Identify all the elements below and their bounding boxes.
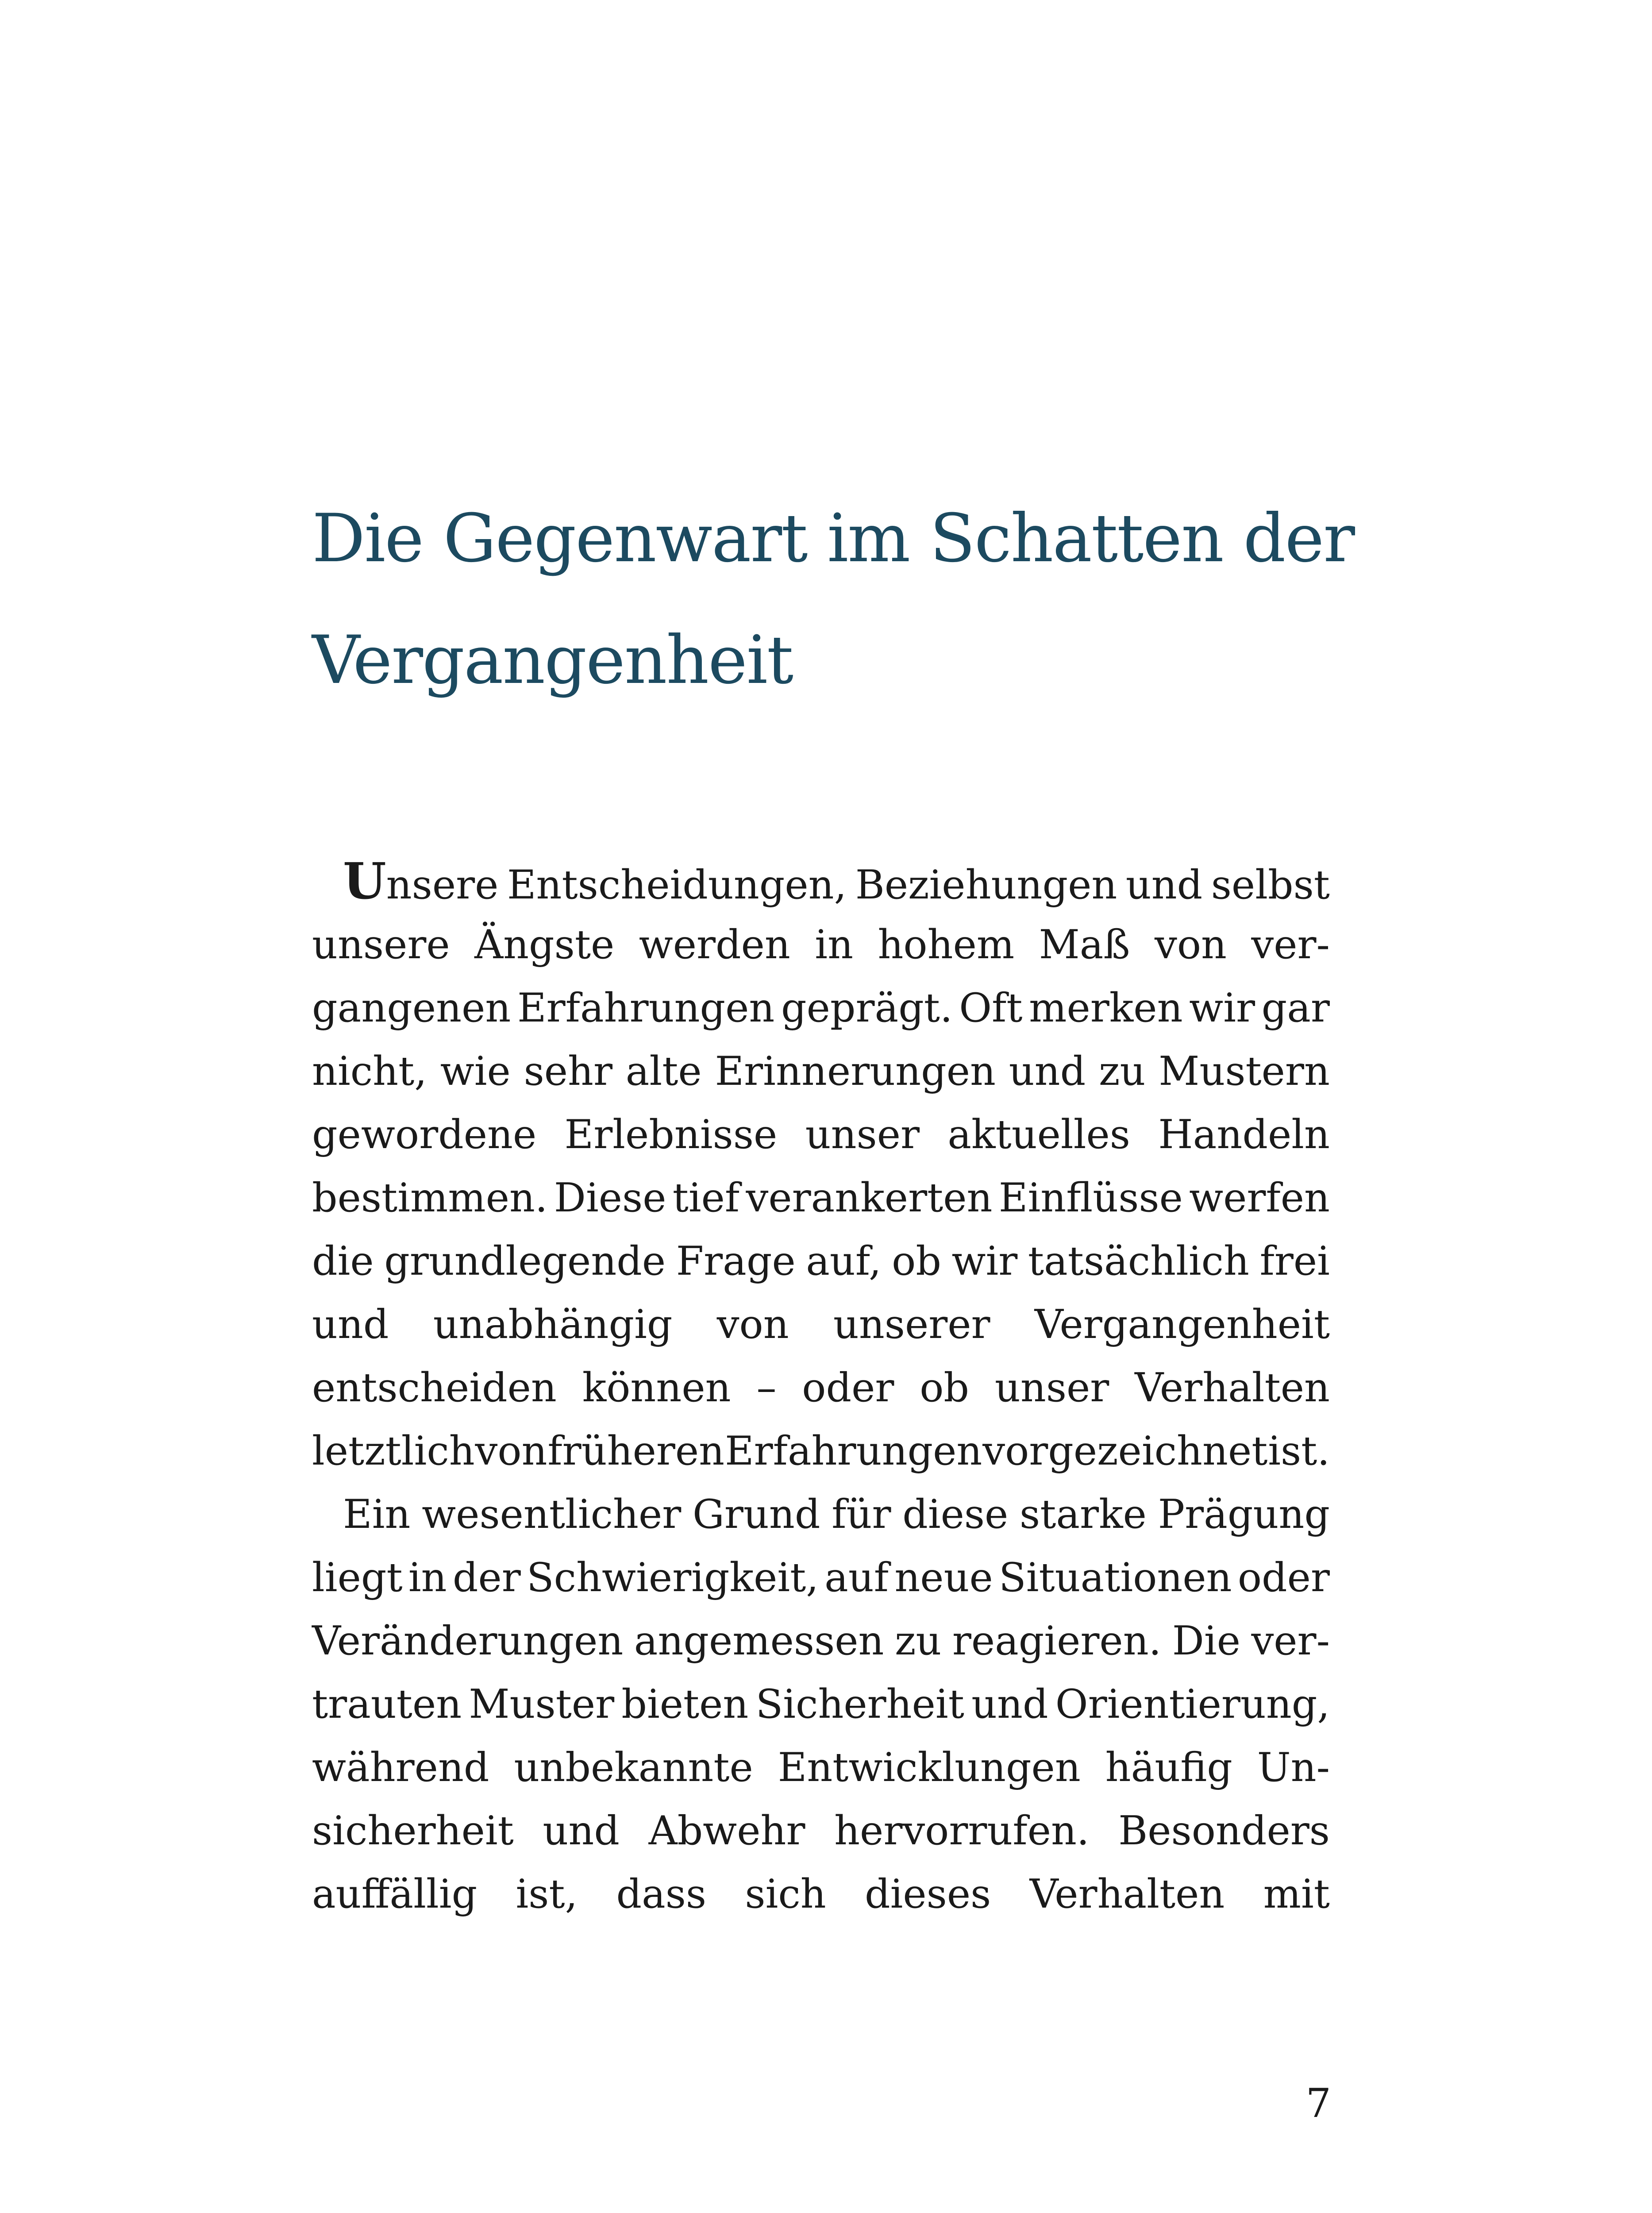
paragraph — [312, 850, 1330, 1483]
text-line — [312, 1166, 1330, 1230]
word: Vergangenheit — [1034, 1301, 1330, 1348]
word: Ein — [343, 1491, 411, 1538]
word: hohem — [878, 921, 1015, 968]
word: gar — [1261, 985, 1330, 1031]
word: ver- — [1251, 1618, 1330, 1664]
word: der — [452, 1554, 521, 1601]
word: für — [832, 1491, 891, 1538]
word: liegt — [312, 1554, 403, 1601]
word: – — [756, 1365, 777, 1411]
drop-initial: U — [343, 852, 386, 910]
word: Situationen — [999, 1554, 1232, 1601]
text-line — [312, 1293, 1330, 1356]
word: ver- — [1251, 921, 1330, 968]
word: vorgezeichnet — [982, 1428, 1268, 1474]
text-line — [312, 1230, 1330, 1293]
word: werden — [639, 921, 790, 968]
word: früheren — [547, 1428, 725, 1474]
word: Oft — [959, 985, 1023, 1031]
word: zu — [1099, 1048, 1146, 1095]
word: Entwicklungen — [778, 1744, 1081, 1791]
word: wesentlicher — [422, 1491, 682, 1538]
chapter-title-line: Die Gegenwart im Schatten der — [312, 500, 1354, 577]
word: können — [582, 1365, 731, 1411]
word: entscheiden — [312, 1365, 557, 1411]
word: diese — [902, 1491, 1009, 1538]
word: sich — [745, 1871, 826, 1917]
word: bieten — [621, 1681, 749, 1727]
word: und — [971, 1681, 1048, 1727]
word: wie — [440, 1048, 511, 1095]
word: gangenen — [312, 985, 511, 1031]
text-line — [312, 1609, 1330, 1673]
word: sehr — [524, 1048, 612, 1095]
word: und — [1125, 862, 1203, 908]
text-line — [312, 976, 1330, 1040]
word: ob — [920, 1365, 970, 1411]
word: Mustern — [1159, 1048, 1330, 1095]
word: Schwierigkeit, — [527, 1554, 819, 1601]
word: tatsächlich — [1028, 1238, 1250, 1284]
word: unsere — [312, 921, 450, 968]
word: letztlich — [312, 1428, 475, 1474]
word: Verhalten — [1135, 1365, 1330, 1411]
body-text — [312, 850, 1330, 1926]
word: starke — [1020, 1491, 1147, 1538]
word: sicherheit — [312, 1808, 514, 1854]
word: mit — [1263, 1871, 1330, 1917]
word: dass — [616, 1871, 707, 1917]
word: oder — [802, 1365, 894, 1411]
word: und — [312, 1301, 389, 1348]
word: tief — [672, 1175, 740, 1221]
word: Erinnerungen — [715, 1048, 996, 1095]
word: Grund — [693, 1491, 820, 1538]
word: Entscheidungen, — [507, 862, 847, 908]
word: in — [815, 921, 854, 968]
word: unserer — [833, 1301, 990, 1348]
word: Muster — [469, 1681, 615, 1727]
word: Diese — [554, 1175, 666, 1221]
page-number: 7 — [1305, 2080, 1331, 2127]
word: grundlegende — [384, 1238, 666, 1284]
word: Besonders — [1118, 1808, 1330, 1854]
word: Die — [1172, 1618, 1240, 1664]
text-line — [312, 1673, 1330, 1736]
word: ob — [892, 1238, 941, 1284]
paragraph — [312, 1483, 1330, 1926]
word: Un- — [1257, 1744, 1330, 1791]
word: auf, — [806, 1238, 882, 1284]
word: Ängste — [474, 921, 615, 968]
text-line — [312, 1799, 1330, 1862]
word: unabhängig — [433, 1301, 673, 1348]
word: ist, — [516, 1871, 578, 1917]
text-line — [312, 1419, 1330, 1483]
word: die — [312, 1238, 374, 1284]
word: frei — [1259, 1238, 1330, 1284]
word: während — [312, 1744, 489, 1791]
word: trauten — [312, 1681, 462, 1727]
word: reagieren. — [952, 1618, 1162, 1664]
word: geprägt. — [781, 985, 953, 1031]
word: wir — [1189, 985, 1255, 1031]
word: von — [475, 1428, 547, 1474]
word: Handeln — [1158, 1111, 1330, 1158]
text-line — [312, 1483, 1330, 1546]
word: von — [716, 1301, 789, 1348]
word: Sicherheit — [755, 1681, 964, 1727]
word: Erlebnisse — [564, 1111, 778, 1158]
word: Frage — [676, 1238, 796, 1284]
word: Einflüsse — [998, 1175, 1183, 1221]
word: häufig — [1105, 1744, 1232, 1791]
word: in — [408, 1554, 447, 1601]
word: unbekannte — [514, 1744, 753, 1791]
word: selbst — [1211, 862, 1330, 908]
word: hervorrufen. — [834, 1808, 1090, 1854]
word: nicht, — [312, 1048, 427, 1095]
text-line — [312, 1862, 1330, 1926]
word-rest: nsere — [386, 862, 499, 908]
word: merken — [1029, 985, 1183, 1031]
word: Maß — [1039, 921, 1130, 968]
word: Erfahrungen — [724, 1428, 982, 1474]
word: verankerten — [746, 1175, 993, 1221]
word: und — [1009, 1048, 1086, 1095]
word: Orientierung, — [1055, 1681, 1330, 1727]
text-line — [312, 1040, 1330, 1103]
word: bestimmen. — [312, 1175, 548, 1221]
text-line — [312, 1546, 1330, 1609]
word: zu — [894, 1618, 942, 1664]
word: auffällig — [312, 1871, 478, 1917]
word: gewordene — [312, 1111, 537, 1158]
chapter-title — [312, 478, 1374, 721]
text-line — [312, 850, 1330, 913]
word: Prägung — [1158, 1491, 1330, 1538]
word: angemessen — [634, 1618, 884, 1664]
text-line — [312, 1103, 1330, 1166]
word: und — [543, 1808, 620, 1854]
text-line — [312, 1736, 1330, 1799]
word: unser — [805, 1111, 920, 1158]
text-line — [312, 1356, 1330, 1419]
word: unser — [994, 1365, 1109, 1411]
word: Erfahrungen — [517, 985, 775, 1031]
word: neue — [894, 1554, 993, 1601]
word: werfen — [1189, 1175, 1330, 1221]
text-line — [312, 913, 1330, 976]
first-word — [343, 850, 498, 917]
word: aktuelles — [947, 1111, 1130, 1158]
word: Verhalten — [1029, 1871, 1225, 1917]
word: Abwehr — [648, 1808, 805, 1854]
word: auf — [824, 1554, 889, 1601]
chapter-title-line: Vergangenheit — [312, 622, 793, 699]
word: von — [1154, 921, 1227, 968]
word: Beziehungen — [855, 862, 1117, 908]
word: wir — [951, 1238, 1018, 1284]
word: ist. — [1268, 1428, 1330, 1474]
word: alte — [625, 1048, 702, 1095]
word: dieses — [865, 1871, 991, 1917]
word: oder — [1237, 1554, 1330, 1601]
word: Veränderungen — [312, 1618, 624, 1664]
